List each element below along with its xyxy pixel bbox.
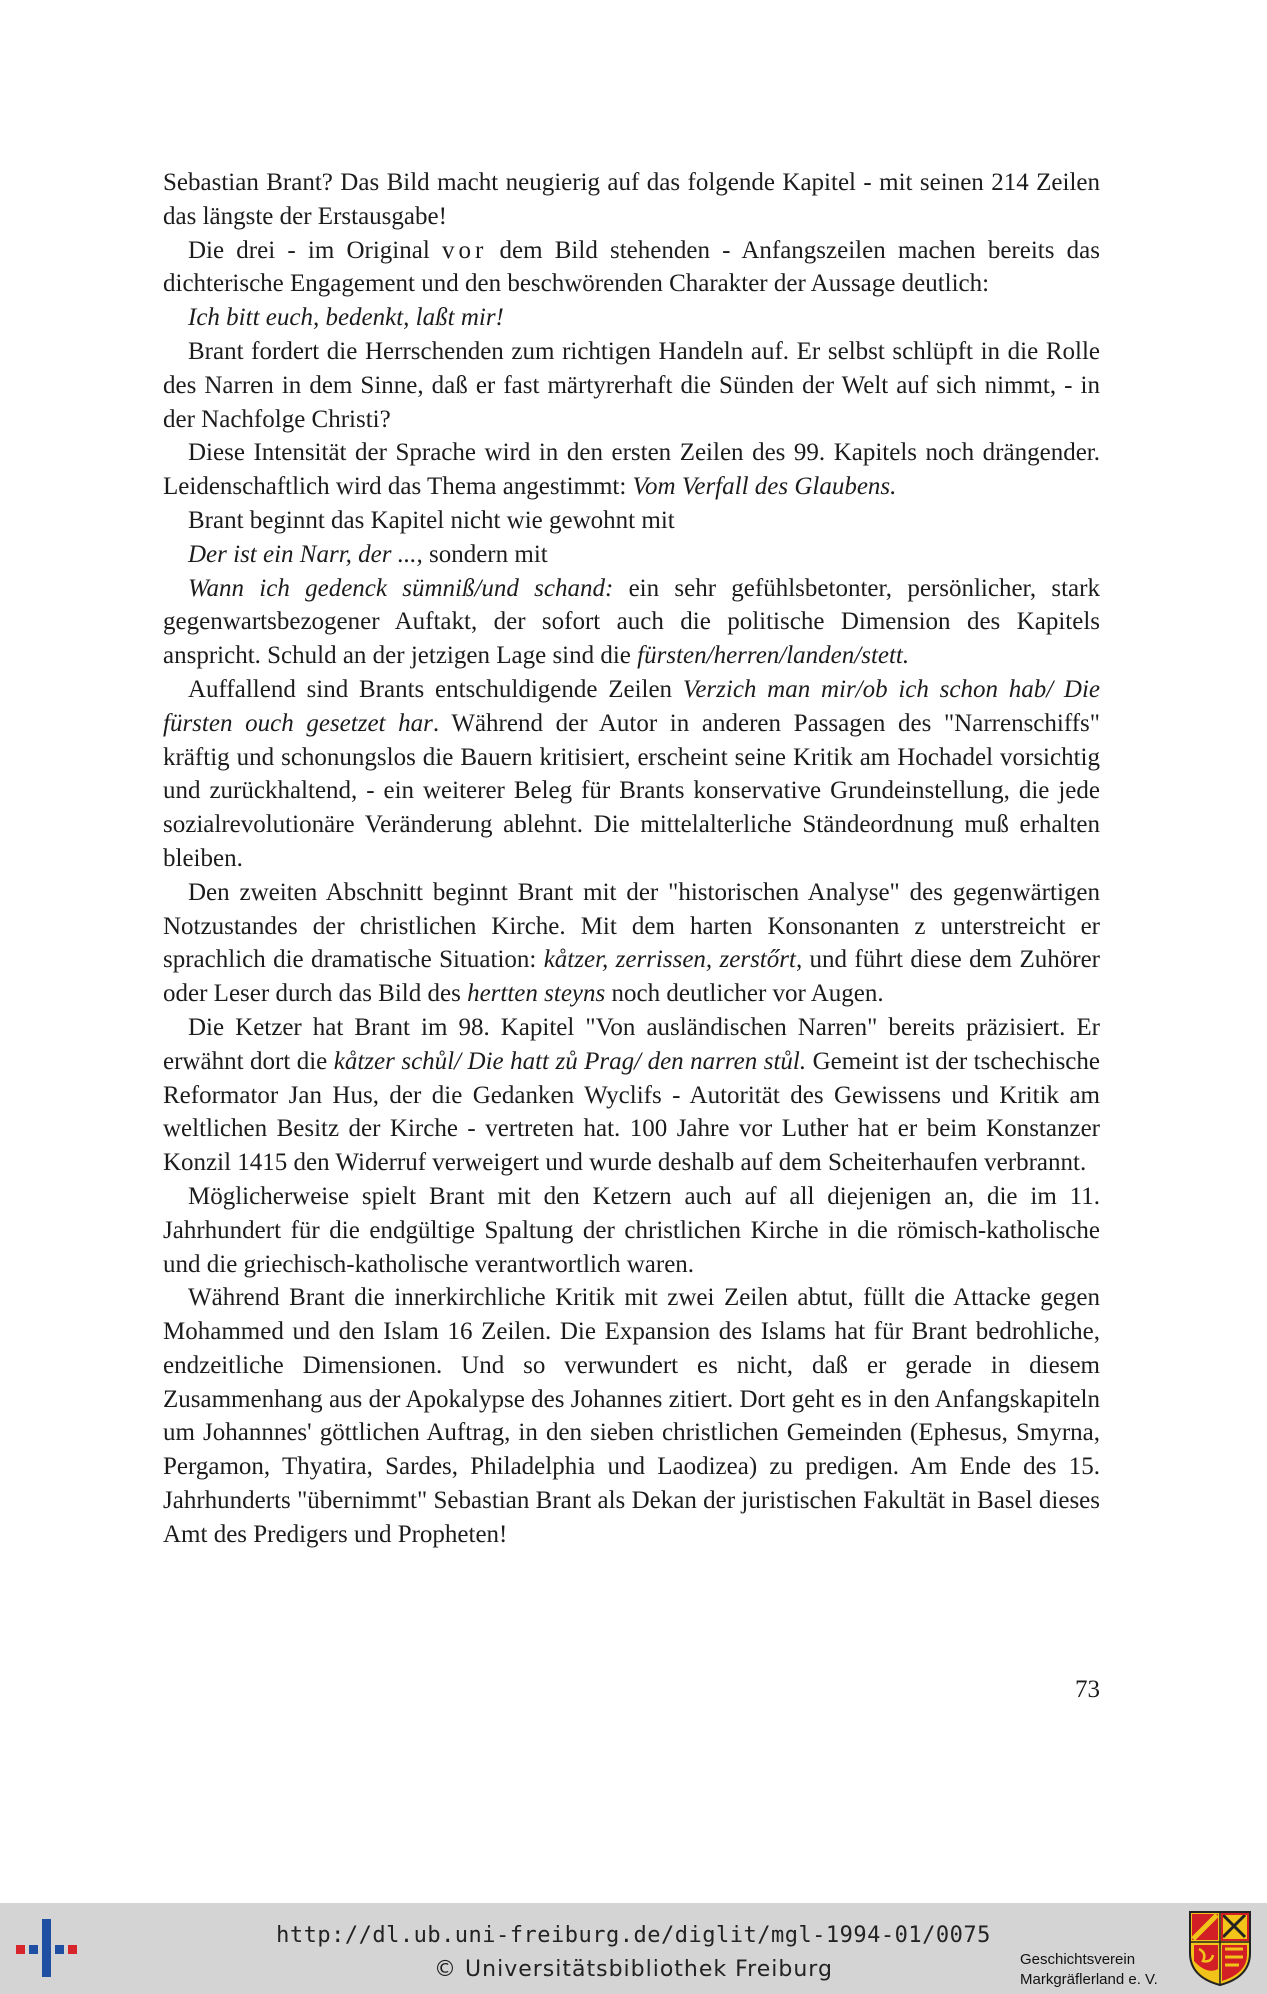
footer-copyright: © Universitätsbibliothek Freiburg — [434, 1957, 833, 1982]
paragraph — [163, 572, 1100, 673]
paragraph — [163, 876, 1100, 1011]
text-run: noch deutlicher vor Augen. — [605, 980, 884, 1008]
paragraph — [163, 673, 1100, 876]
text-run: Die Ketzer hat Brant im 98. Kapitel "Von ausländischen Narren" bereits präzisiert. Er erwähnt dort die — [163, 1013, 1100, 1075]
text-run: Sebastian Brant? Das Bild macht neugierig auf das folgende Kapitel - mit seinen 214 Zeilen das längste der Erstausgabe! — [163, 169, 1100, 230]
body-text — [163, 166, 1100, 1552]
society-name-line-1: Geschichtsverein — [1020, 1951, 1136, 1968]
page-number: 73 — [1075, 1676, 1100, 1703]
text-run: Auffallend sind Brants entschuldigende Zeilen — [188, 675, 683, 703]
paragraph — [163, 1180, 1100, 1281]
text-run: Möglicherweise spielt Brant mit den Ketzern auch auf all diejenigen an, die im 11. Jahrhundert für die endgültige Spaltung der christlichen Kirche in die römisch-katholische und die griechisch-katholische verantwortlich waren. — [163, 1182, 1100, 1278]
text-run: Den zweiten Abschnitt beginnt Brant mit der "historischen Analyse" des gegenwärtigen Notzustandes der christlichen Kirche. Mit dem harten Konsonanten z unterstreicht er sprachlich die dramatische Situation: — [163, 878, 1100, 974]
paragraph — [163, 538, 1100, 572]
paragraph — [163, 335, 1100, 436]
italic-quote: hertten steyns — [467, 980, 606, 1008]
paragraph — [163, 436, 1100, 504]
italic-quote: Vom Verfall des Glaubens. — [632, 473, 897, 501]
text-run: , und führt diese dem Zuhörer oder Leser durch das Bild des — [163, 946, 1100, 1008]
italic-quote: Ich bitt euch, bedenkt, laßt mir! — [188, 304, 504, 332]
paragraph — [163, 1281, 1100, 1551]
text-run: Während Brant die innerkirchliche Kritik mit zwei Zeilen abtut, füllt die Attacke gegen Mohammed und den Islam 16 Zeilen. Die Expansion des Islams hat für Brant bedrohliche, endzeitliche Dimensionen. Und so verwundert es nicht, daß er gerade in diesem Zusammenhang aus der Apokalypse des Johannes zitiert. Dort geht es in den Anfangskapiteln um Johannnes' göttlichen Auftrag, in den sieben christlichen Gemeinden (Ephesus, Smyrna, Pergamon, Thyatira, Sardes, Philadelphia und Laodizea) zu predigen. Am Ende des 15. Jahrhunderts "übernimmt" Sebastian Brant als Dekan der juristischen Fakultät in Basel dieses Amt des Predigers und Propheten! — [163, 1284, 1100, 1548]
society-name — [1020, 1950, 1158, 1990]
text-run: dem Bild stehenden - Anfangszeilen machen bereits das dichterische Engagement und den beschwörenden Charakter der Aussage deutlich: — [163, 236, 1100, 298]
text-run: . Während der Autor in anderen Passagen des "Narrenschiffs" kräftig und schonungslos die Bauern kritisiert, erscheint seine Kritik am Hochadel vorsichtig und zurückhaltend, - ein weiterer Beleg für Brants konservative Grundeinstellung, die jede sozialrevolutionäre Veränderung ablehnt. Die mittelalterliche Ständeordnung muß erhalten bleiben. — [163, 709, 1100, 872]
italic-quote: Verzich man mir/ob ich schon hab/ Die fürsten ouch gesetzet har — [163, 675, 1101, 737]
italic-quote: Wann ich gedenck sümniß/und schand: — [188, 574, 614, 602]
footer-bar — [0, 1903, 1267, 1994]
text-run: sondern mit — [422, 540, 548, 568]
text-run: ein sehr gefühlsbetonter, persönlicher, stark gegenwartsbezogener Auftakt, der sofort auch die politische Dimension des Kapitels anspricht. Schuld an der jetzigen Lage sind die — [163, 574, 1100, 670]
text-run: Brant fordert die Herrschenden zum richtigen Handeln auf. Er selbst schlüpft in die Rolle des Narren in dem Sinne, daß er fast märtyrerhaft die Sünden der Welt auf sich nimmt, - in der Nachfolge Christi? — [163, 337, 1100, 433]
society-name-line-2: Markgräflerland e. V. — [1020, 1971, 1158, 1988]
paragraph — [163, 504, 1100, 538]
text-run: vor — [441, 236, 488, 264]
paragraph — [163, 1011, 1100, 1180]
markgraeflerland-crest-icon[interactable] — [1187, 1909, 1253, 1987]
italic-quote: kåtzer schůl/ Die hatt zů Prag/ den narren stůl. — [333, 1047, 807, 1075]
paragraph — [163, 301, 1100, 335]
paragraph — [163, 166, 1100, 234]
text-run: Brant beginnt das Kapitel nicht wie gewohnt mit — [188, 506, 675, 534]
italic-quote: kåtzer, zerrissen, zerstőrt — [543, 946, 796, 974]
paragraph — [163, 234, 1100, 302]
text-run: Die drei - im Original — [188, 236, 442, 264]
footer-url-link[interactable]: http://dl.ub.uni-freiburg.de/diglit/mgl-1994-01/0075 — [276, 1923, 991, 1948]
text-run: Diese Intensität der Sprache wird in den ersten Zeilen des 99. Kapitels noch drängender. Leidenschaftlich wird das Thema angestimmt: — [163, 439, 1100, 501]
italic-quote: fürsten/herren/landen/stett. — [637, 642, 910, 670]
italic-quote: Der ist ein Narr, der ..., — [188, 540, 423, 568]
text-run: Gemeint ist der tschechische Reformator Jan Hus, der die Gedanken Wyclifs - Autorität des Gewissens und Kritik am weltlichen Besitz der Kirche - vertreten hat. 100 Jahre vor Luther hat er beim Konstanzer Konzil 1415 den Widerruf verweigert und wurde deshalb auf dem Scheiterhaufen verbrannt. — [163, 1047, 1100, 1177]
